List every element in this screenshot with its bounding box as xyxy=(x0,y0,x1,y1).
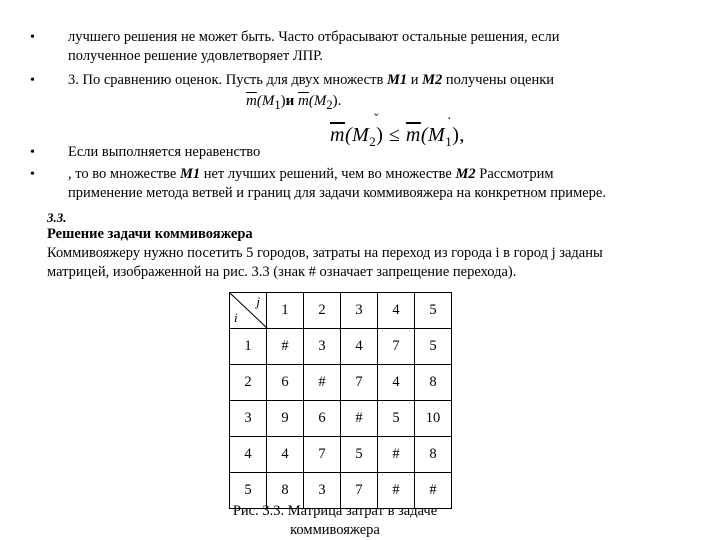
bullet-4-line-1: , то во множестве M1 нет лучших решений, чем во множестве M2 Рассмотрим xyxy=(68,166,554,182)
matrix-cell: 8 xyxy=(267,473,304,509)
matrix-cell: # xyxy=(304,365,341,401)
bullet-4-line-2: применение метода ветвей и границ для задачи коммивояжера на конкретном примере. xyxy=(68,185,606,201)
section-paragraph-line-2: матрицей, изображенной на рис. 3.3 (знак # означает запрещение перехода). xyxy=(47,264,517,280)
cost-matrix-table xyxy=(229,292,452,509)
formula-1-m-a: $\overline{m}$ xyxy=(246,93,257,109)
matrix-cell: 7 xyxy=(341,365,378,401)
bullet-1-line-2: полученное решение удовлетворяет ЛПР. xyxy=(68,48,324,64)
matrix-cell: 10 xyxy=(415,401,452,437)
matrix-cell: 7 xyxy=(378,329,415,365)
matrix-cell: 4 xyxy=(341,329,378,365)
formula-inequality: $\overline{m}(M_2) \le \overline{m}(M_1)$, xyxy=(330,124,465,149)
bullet-1-marker: • xyxy=(30,30,35,45)
matrix-header-row xyxy=(230,293,452,329)
matrix-cell: 5 xyxy=(341,437,378,473)
section-paragraph-line-1: Коммивояжеру нужно посетить 5 городов, затраты на переход из города i в город j заданы xyxy=(47,245,603,261)
bullet-2-text xyxy=(68,71,554,90)
matrix-row-label: 4 xyxy=(230,437,267,473)
matrix-cell: 4 xyxy=(378,365,415,401)
matrix-cell: 4 xyxy=(267,437,304,473)
matrix-cell: 7 xyxy=(304,437,341,473)
matrix-cell: # xyxy=(378,437,415,473)
matrix-cell: # xyxy=(267,329,304,365)
matrix-cell: 3 xyxy=(304,473,341,509)
section-title: Решение задачи коммивояжера xyxy=(47,226,253,242)
corner-i-label: i xyxy=(234,310,238,325)
set-m1-ref: M1 xyxy=(179,166,201,182)
matrix-cell: 5 xyxy=(415,329,452,365)
bullet-2-tail: получены оценки xyxy=(442,72,555,88)
matrix-col-header: 1 xyxy=(267,293,304,329)
matrix-row xyxy=(230,437,452,473)
matrix-cell: # xyxy=(415,473,452,509)
matrix-col-header: 4 xyxy=(378,293,415,329)
stray-mark-1: ˇ xyxy=(374,112,379,127)
matrix-row-label: 2 xyxy=(230,365,267,401)
matrix-cell: # xyxy=(341,401,378,437)
matrix-cell: 8 xyxy=(415,365,452,401)
matrix-cell: # xyxy=(378,473,415,509)
matrix-row-label: 3 xyxy=(230,401,267,437)
bullet-4-marker: • xyxy=(30,167,35,182)
formula-1-m-b: $\overline{m}$ xyxy=(298,93,309,109)
matrix-cell: 8 xyxy=(415,437,452,473)
corner-j-label: j xyxy=(256,294,260,309)
matrix-col-header: 2 xyxy=(304,293,341,329)
matrix-cell: 7 xyxy=(341,473,378,509)
figure-caption-line-1: Рис. 3.3. Матрица затрат в задаче xyxy=(232,503,438,519)
matrix-row-label: 1 xyxy=(230,329,267,365)
matrix-col-header: 5 xyxy=(415,293,452,329)
stray-mark-2: · xyxy=(447,112,452,127)
set-m2-ref: M2 xyxy=(455,166,476,182)
matrix-row xyxy=(230,401,452,437)
matrix-cell: 6 xyxy=(267,365,304,401)
matrix-col-header: 3 xyxy=(341,293,378,329)
cost-matrix xyxy=(229,292,452,509)
bullet-2-marker: • xyxy=(30,73,35,88)
figure-caption-line-2: коммивояжера xyxy=(290,522,380,538)
set-m1: M1 xyxy=(386,72,408,88)
matrix-row-label: 5 xyxy=(230,473,267,509)
bullet-2-lead: 3. По сравнению оценок. Пусть для двух множеств xyxy=(68,72,387,88)
matrix-cell: 6 xyxy=(304,401,341,437)
set-m2: M2 xyxy=(422,72,443,88)
bullet-2-and: и xyxy=(407,72,423,88)
bullet-1-line-1: лучшего решения не может быть. Часто отбрасывают остальные решения, если xyxy=(68,29,560,45)
matrix-cell: 5 xyxy=(378,401,415,437)
section-number: 3.3. xyxy=(47,210,67,225)
formula-estimates: $\overline{m}(M_1)и$ $\overline{m}(M_2)$. xyxy=(246,93,342,112)
matrix-cell: 3 xyxy=(304,329,341,365)
matrix-cell: 9 xyxy=(267,401,304,437)
bullet-3-text: Если выполняется неравенство xyxy=(68,144,261,160)
formula-1-and: и xyxy=(285,93,295,109)
matrix-row xyxy=(230,329,452,365)
bullet-3-marker: • xyxy=(30,145,35,160)
matrix-corner-cell xyxy=(230,293,267,329)
matrix-row xyxy=(230,365,452,401)
